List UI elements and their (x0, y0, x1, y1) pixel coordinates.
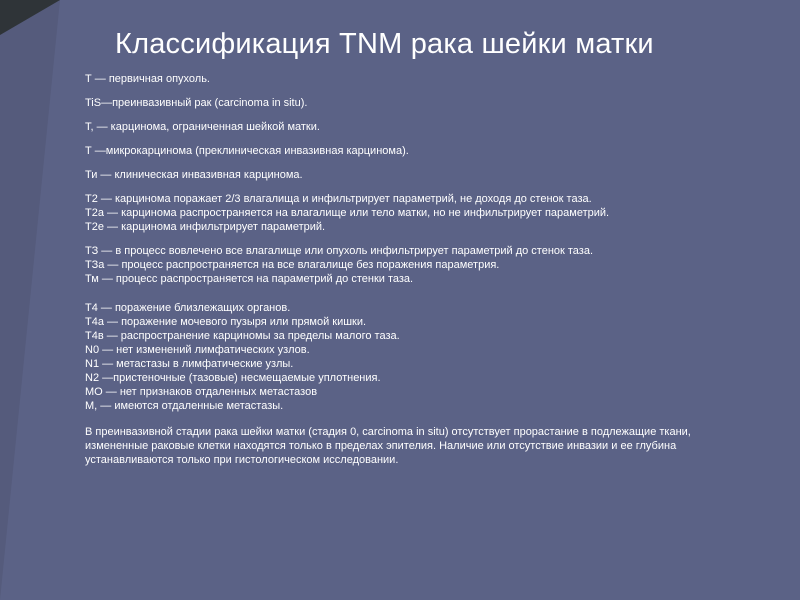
slide-content (85, 72, 725, 477)
text-line-n2: N2 —пристеночные (тазовые) несмещаемые уплотнения. (85, 372, 381, 384)
text-note: В преинвазивной стадии рака шейки матки (стадия 0, carcinoma in situ) отсутствует прорастание в подлежащие ткани, измененные раковые клетки находятся только в пределах эпителия. Наличие или отсутствие инвазии и ее глубина устанавливаются только при гистологическом исследовании. (85, 426, 691, 466)
text-line-tis: TiS—преинвазивный рак (carcinoma in situ). (85, 97, 308, 109)
text-line-t4b: Т4в — распространение карциномы за пределы малого таза. (85, 330, 400, 342)
text-line-t1: Т, — карцинома, ограниченная шейкой матки. (85, 121, 320, 133)
slide-title: Классификация TNM рака шейки матки (115, 28, 654, 60)
text-line-t4a: Т4а — поражение мочевого пузыря или прямой кишки. (85, 316, 367, 328)
text-line-micro: Т —микрокарцинома (преклиническая инвазивная карцинома). (85, 145, 409, 157)
text-line-n1: N1 — метастазы в лимфатические узлы. (85, 358, 294, 370)
text-line-t4: Т4 — поражение близлежащих органов. (85, 302, 291, 314)
text-line-clinical: Ти — клиническая инвазивная карцинома. (85, 169, 303, 181)
text-line-t2e: Т2е — карцинома инфильтрирует параметрий. (85, 221, 326, 233)
text-line-t: Т — первичная опухоль. (85, 73, 210, 85)
text-line-m0: МО — нет признаков отдаленных метастазов (85, 386, 318, 398)
text-line-m1: М, — имеются отдаленные метастазы. (85, 400, 284, 412)
text-line-t2a: Т2а — карцинома распространяется на влагалище или тело матки, но не инфильтрирует параметрий. (85, 207, 610, 219)
text-line-t3a: ТЗа — процесс распространяется на все влагалище без поражения параметрия. (85, 259, 500, 271)
text-line-t2: Т2 — карцинома поражает 2/3 влагалища и инфильтрирует параметрий, не доходя до стенок таза. (85, 193, 592, 205)
text-line-t3: ТЗ — в процесс вовлечено все влагалище или опухоль инфильтрирует параметрий до стенок таза. (85, 245, 594, 257)
text-line-n0: N0 — нет изменений лимфатических узлов. (85, 344, 310, 356)
slide (60, 0, 800, 600)
text-line-t3b: Тм — процесс распространяется на параметрий до стенки таза. (85, 273, 414, 285)
